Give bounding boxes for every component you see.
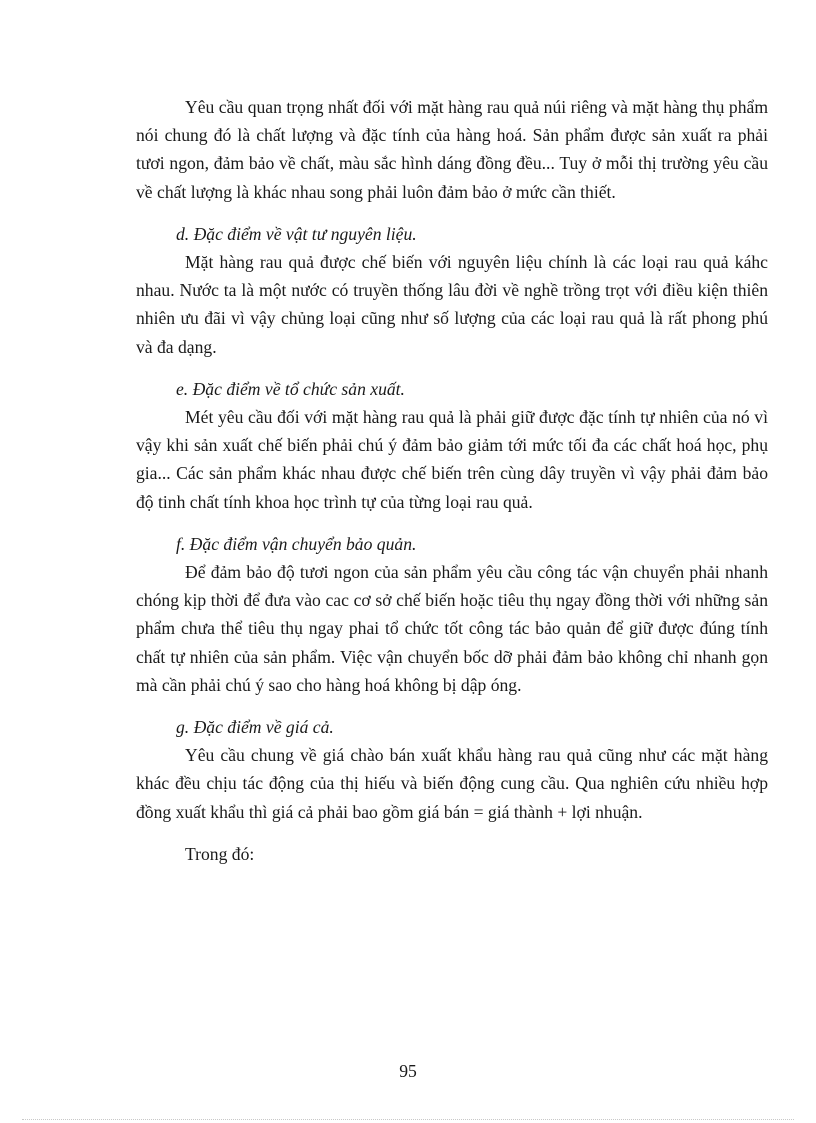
section-e-body: Mét yêu cầu đối với mặt hàng rau quả là phải giữ được đặc tính tự nhiên của nó vì vậy khi sản xuất chế biến phải chú ý đảm bảo giảm tới mức tối đa các chất hoá học, phụ gia... Các sản phẩm khác nhau được chế biến trên cùng dây truyền vì vậy phải đảm bảo độ tinh chất tính khoa học trình tự của từng loại rau quả. xyxy=(136,407,768,512)
page-number: 95 xyxy=(399,1061,417,1081)
trailing-line: Trong đó: xyxy=(185,843,255,864)
section-g-body: Yêu cầu chung về giá chào bán xuất khẩu hàng rau quả cũng như các mặt hàng khác đều chịu tác động của thị hiếu và biến động cung cầu. Qua nghiên cứu nhiều hợp đồng xuất khẩu thì giá cả phải bao gồm giá bán = giá thành + lợi nhuận. xyxy=(136,745,768,822)
section-d-body: Mặt hàng rau quả được chế biến với nguyên liệu chính là các loại rau quả káhc nhau. Nước ta là một nước có truyền thống lâu đời về nghề trồng trọt với điều kiện thiên nhiên ưu đãi vì vậy chủng loại cũng như số lượng của các loại rau quả là rất phong phú và đa dạng. xyxy=(136,252,768,357)
footer-divider xyxy=(22,1119,794,1120)
section-e-heading: e. Đặc điểm về tổ chức sản xuất. xyxy=(176,378,405,399)
intro-paragraph: Yêu cầu quan trọng nhất đối với mặt hàng rau quả núi riêng và mặt hàng thụ phẩm nói chung đó là chất lượng và đặc tính của hàng hoá. Sản phẩm được sản xuất ra phải tươi ngon, đảm bảo về chất, màu sắc hình dáng đồng đều... Tuy ở mỗi thị trường yêu cầu về chất lượng là khác nhau song phải luôn đảm bảo ở mức cần thiết. xyxy=(136,97,768,202)
page-body xyxy=(136,93,768,868)
section-f-body: Để đảm bảo độ tươi ngon của sản phẩm yêu cầu công tác vận chuyển phải nhanh chóng kịp thời để đưa vào cac cơ sở chế biến hoặc tiêu thụ ngay đồng thời với những sản phẩm chưa thể tiêu thụ ngay phai tổ chức tốt công tác bảo quản để giữ được đúng tính chất tự nhiên của sản phẩm. Việc vận chuyển bốc dỡ phải đảm bảo không chỉ nhanh gọn mà cần phải chú ý sao cho hàng hoá không bị dập óng. xyxy=(136,562,768,695)
section-g-heading: g. Đặc điểm về giá cả. xyxy=(176,717,334,738)
section-f-heading: f. Đặc điểm vận chuyển bảo quản. xyxy=(176,533,417,554)
section-d-heading: d. Đặc điểm về vật tư nguyên liệu. xyxy=(176,223,417,244)
